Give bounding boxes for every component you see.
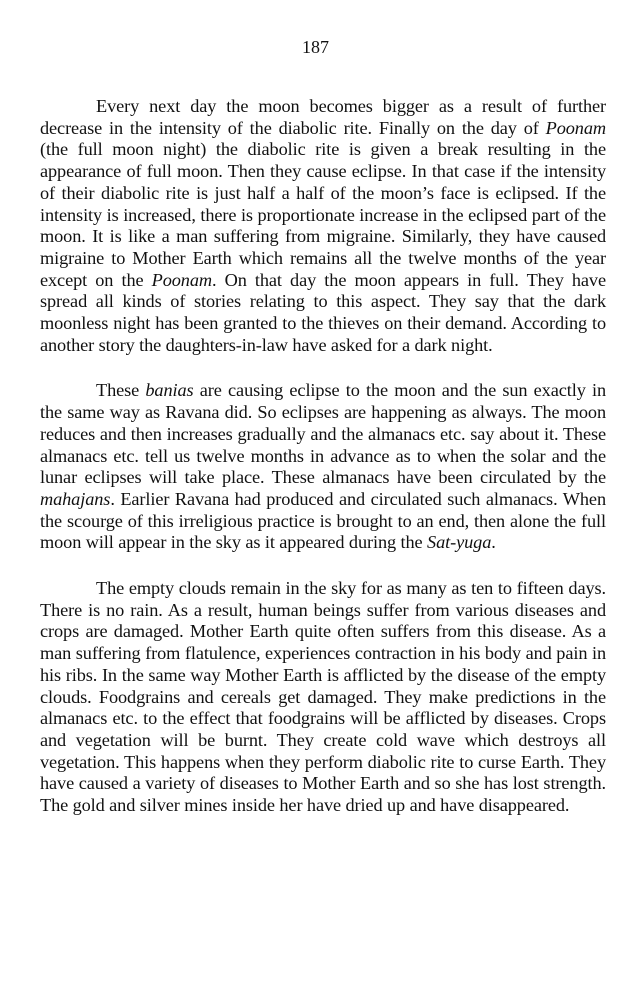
text-run: These [96,380,146,401]
italic-term: mahajans [40,488,111,509]
paragraph [40,380,606,554]
page-number: 187 [302,37,329,57]
paragraph [40,96,606,356]
text-run: are causing eclipse to the moon and the sun exactly in the same way as Ravana did. So eclipses are happening as always. The moon reduces and then increases gradually and the almanacs etc. say about it. These almanacs etc. tell us twelve months in advance as to when the solar and the lunar eclipses will take place. These almanacs have been circulated by the [40,380,606,488]
text-run: . [491,532,496,553]
text-run: Every next day the moon becomes bigger as a result of further decrease in the intensity of the diabolic rite. Finally on the day of [40,96,606,138]
italic-term: Poonam [151,269,212,290]
italic-term: banias [145,380,194,401]
paragraph [40,578,606,817]
text-run: The empty clouds remain in the sky for as many as ten to fifteen days. There is no rain. As a result, human beings suffer from various diseases and crops are damaged. Mother Earth quite often suffers from this disease. As a man suffering from flatulence, experiences contraction in his body and pain in his ribs. In the same way Mother Earth is afflicted by the disease of the empty clouds. Foodgrains and cereals get damaged. They make predictions in the almanacs etc. to the effect that foodgrains will be afflicted by diseases. Crops and vegetation will be burnt. They create cold wave which destroys all vegetation. This happens when they perform diabolic rite to curse Earth. They have caused a variety of diseases to Mother Earth and so she has lost strength. The gold and silver mines inside her have dried up and have disappeared. [40,578,606,816]
text-run: (the full moon night) the diabolic rite is given a break resulting in the appearance of full moon. Then they cause eclipse. In that case if the intensity of their diabolic rite is just half a half of the moon’s face is eclipsed. If the intensity is increased, there is proportionate increase in the eclipsed part of the moon. It is like a man suffering from migraine. Similarly, they have caused migraine to Mother Earth which remains all the twelve months of the year except on the [40,139,606,290]
italic-term: Sat-yuga [427,532,492,553]
text-run: . On that day the moon appears in full. They have spread all kinds of stories relating to this aspect. They say that the dark moonless night has been granted to the thieves on their demand. According to another story the daughters-in-law have asked for a dark night. [40,269,606,355]
text-run: . Earlier Ravana had produced and circulated such almanacs. When the scourge of this irreligious practice is brought to an end, then alone the full moon will appear in the sky as it appeared during the [40,488,606,553]
body-text [40,96,606,841]
italic-term: Poonam [545,117,606,138]
